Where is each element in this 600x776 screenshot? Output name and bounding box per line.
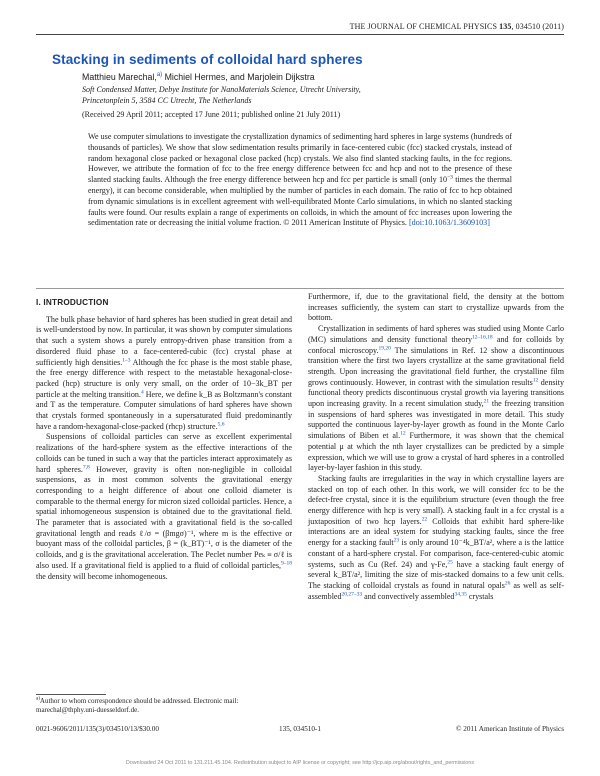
ref-link[interactable]: 19,20 (378, 344, 391, 351)
para-text: Furthermore, it was shown that the chemical potential μ at which the nth layer crystallizes can be predicted by a simple expression, which we will use to grow a crystal of hard spheres in a controlled layer-by-layer fashion in this study. (308, 431, 564, 473)
intro-paragraph-1 (36, 315, 292, 433)
footnote (36, 697, 292, 715)
para-text: Colloids that exhibit hard sphere-like interactions are an ideal system for studying stacking faults, since the free energy for a stacking fault (308, 516, 565, 548)
footer-copyright: © 2011 American Institute of Physics (455, 725, 564, 733)
footer-issn: 0021-9606/2011/135(3)/034510/13/$30.00 (36, 725, 159, 733)
para-text: as well as self-assembled (308, 580, 564, 601)
abstract (88, 132, 512, 229)
ref-link[interactable]: 22 (421, 516, 428, 523)
article-number: 034510 (2011) (515, 22, 564, 31)
author-others: Michiel Hermes, and Marjolein Dijkstra (162, 72, 315, 82)
para-text: The simulations in Ref. 12 show a discontinuous transition where the first two layers crystallize at the same gravitational field strength. Upon increasing the gravitational field further, the crystalline film grows continuously. However, in contrast with the simulation results (308, 345, 564, 387)
header-rule (36, 34, 564, 35)
author-list (82, 72, 552, 82)
footnote-rule (36, 694, 106, 695)
para-text: and for colloids by confocal microscopy. (308, 334, 565, 355)
left-column (36, 292, 292, 582)
affiliation (82, 84, 502, 106)
ref-link[interactable]: 12 (400, 430, 406, 437)
footnote-mark: a) (36, 696, 40, 702)
para-text: crystals (466, 591, 494, 601)
journal-name: THE JOURNAL OF CHEMICAL PHYSICS (349, 22, 498, 31)
para-text: Here, we define k_B as Boltzmann's constant and T as the temperature. Computer simulations of hard spheres have shown that crystals formed spontaneously in a supersaturated fluid predominantly have a random-hexagonal-close-packed (rhcp) structure. (36, 389, 292, 431)
abstract-text: We use computer simulations to investigate the crystallization dynamics of sedimenting hard spheres in large systems (hundreds of thousands of particles). We show that slow sedimentation results primarily in face-centered cubic (fcc) stacked crystals, instead of random hexagonal close packed or hexagonal close packed (hcp) crystals. We also find slanted stacking faults, in the fcc regions. However, we attribute the formation of fcc to the free energy difference between fcc and hcp and not to the presence of these slanted stacking faults. Although the free energy difference between hcp and fcc per particle is small (only 10 (88, 132, 512, 185)
right-column (308, 292, 564, 602)
ref-link[interactable]: 23 (393, 537, 400, 544)
ref-link[interactable]: 26 (504, 580, 511, 587)
abstract-text-cont: times the thermal energy), it can become considerable, when multiplied by the number of particles in each domain. The ratio of fcc to hcp obtained from dynamic simulations is in excellent agreement with well-equilibrated Monte Carlo simulations, in which no slanted stacking faults were found. Our results explain a range of experiments on colloids, in which the amount of fcc increases upon lowering the sedimentation rate or decreasing the initial volume fraction. © 2011 American Institute of Physics. (88, 175, 512, 228)
para-text: have a stacking fault energy of several k_BT/a², limiting the size of mis-stacked domains to a few unit cells. The stacking of colloidal crystals as found in natural opals (308, 559, 564, 590)
para-text: The bulk phase behavior of hard spheres has been studied in great detail and is well-understood by now. In particular, it was shown by computer simulations that such a system shows a purely entropy-driven phase transition from a disordered fluid phase to a face-centered-cubic (fcc) crystal phase at sufficiently high densities. (36, 314, 292, 367)
ref-link[interactable]: 7,8 (82, 463, 90, 470)
intro-paragraph-4 (308, 324, 564, 474)
ref-link[interactable]: 25 (447, 558, 453, 565)
para-text: and convectively assembled (362, 591, 455, 601)
footnote-text: Author to whom correspondence should be addressed. Electronic mail: marechal@thphy.uni-duesseldorf.de. (36, 697, 239, 714)
ref-link[interactable]: 21 (483, 398, 490, 405)
para-text: However, gravity is often non-negligible in colloidal suspensions, as in most common solvents the gravitational energy corresponding to a height difference of about one colloid diameter is comparable to the thermal energy for micron sized colloidal particles. Hence, a spatial inhomogeneous suspension is obtained due to the gravitational field. The parameter that is associated with a gravitational field is the so-called gravitational length and reads ℓ/σ = (βmgσ)⁻¹, where m is the effective or buoyant mass of the colloidal particles, β = (k_BT)⁻¹, σ is the diameter of the colloids, and g is the gravitational acceleration. The Peclet number Peₖ ≡ σ/ℓ is also used. If a gravitational field is applied to a fluid of colloidal particles, (36, 464, 292, 570)
section-heading-introduction: I. INTRODUCTION (36, 298, 109, 307)
page-footer (36, 725, 564, 735)
abstract-rule (36, 288, 564, 289)
para-text: is only around 10⁻⁴k_BT/a², where a is the lattice constant of a hard-sphere crystal. For comparison, face-centered-cubic atomic systems, such as Cu (Ref. 24) and γ-Fe, (308, 538, 564, 569)
ref-link[interactable]: 34,35 (454, 591, 467, 598)
running-header: THE JOURNAL OF CHEMICAL PHYSICS 135, 034510 (2011) (349, 22, 564, 31)
journal-volume: 135 (499, 22, 512, 31)
para-text: Crystallization in sediments of hard spheres was studied using Monte Carlo (MC) simulations and density functional theory (308, 324, 564, 344)
ref-link[interactable]: 12–16,18 (472, 334, 493, 341)
abstract-exponent: −3 (447, 174, 453, 181)
intro-paragraph-3: Furthermore, if, due to the gravitational field, the density at the bottom increases sufficiently, the system can start to crystallize upwards from the bottom. (308, 292, 564, 323)
article-title: Stacking in sediments of colloidal hard spheres (52, 52, 363, 67)
para-text: the density will become inhomogeneous. (36, 571, 168, 581)
ref-link[interactable]: 5,6 (217, 421, 225, 428)
ref-link[interactable]: 1–3 (122, 356, 131, 363)
download-notice: Downloaded 24 Oct 2011 to 131.211.45.104. Redistribution subject to AIP license or copyright; see http://jcp.aip.org/about/rights_and_permissions (125, 760, 475, 766)
affiliation-line-1: Soft Condensed Matter, Debye Institute for NanoMaterials Science, Utrecht University, (82, 85, 361, 94)
affiliation-line-2: Princetonplein 5, 3584 CC Utrecht, The Netherlands (82, 96, 252, 105)
para-text: Stacking faults are irregularities in the way in which crystalline layers are stacked on top of each other. In this work, we will consider fcc to be the defect-free crystal, since it is the equilibrium structure (even though the free energy difference with hcp is very small). A stacking fault in a fcc crystal is a juxtaposition of two hcp layers. (308, 473, 564, 526)
para-text: the freezing transition in suspensions of hard spheres was investigated in more detail. This study supported the continuous layer-by-layer growth as found in the Monte Carlo simulations of Biben et al. (308, 399, 564, 441)
intro-paragraph-5 (308, 474, 564, 602)
para-text: Although the fcc phase is the most stable phase, the free energy difference with respect to the metastable hexagonal-close-packed (hcp) structure is only very small, on the order of 10−3k_BT per particle at the melting transition. (36, 357, 292, 399)
received-dates: (Received 29 April 2011; accepted 17 June 2011; published online 21 July 2011) (82, 110, 341, 119)
ref-link[interactable]: 12 (532, 376, 539, 383)
ref-link[interactable]: 9–18 (281, 560, 292, 567)
doi-link[interactable]: [doi:10.1063/1.3609103] (408, 218, 490, 228)
para-text: Suspensions of colloidal particles can serve as excellent experimental realizations of the hard-sphere system as the effective interactions of the colloids can be tuned in such a way that the particles interact approximately as hard spheres. (36, 432, 292, 474)
para-text: density functional theory predicts discontinuous crystal growth via layering transitions upon increasing gravity. In a recent simulation study, (308, 377, 564, 409)
intro-paragraph-2 (36, 432, 292, 582)
author-footnote-mark[interactable]: a) (156, 72, 163, 79)
footer-page-number: 135, 034510-1 (279, 725, 321, 733)
ref-link[interactable]: 20,27–33 (341, 591, 363, 598)
author-marechal: Matthieu Marechal, (82, 72, 157, 82)
ref-link[interactable]: 4 (140, 388, 144, 395)
